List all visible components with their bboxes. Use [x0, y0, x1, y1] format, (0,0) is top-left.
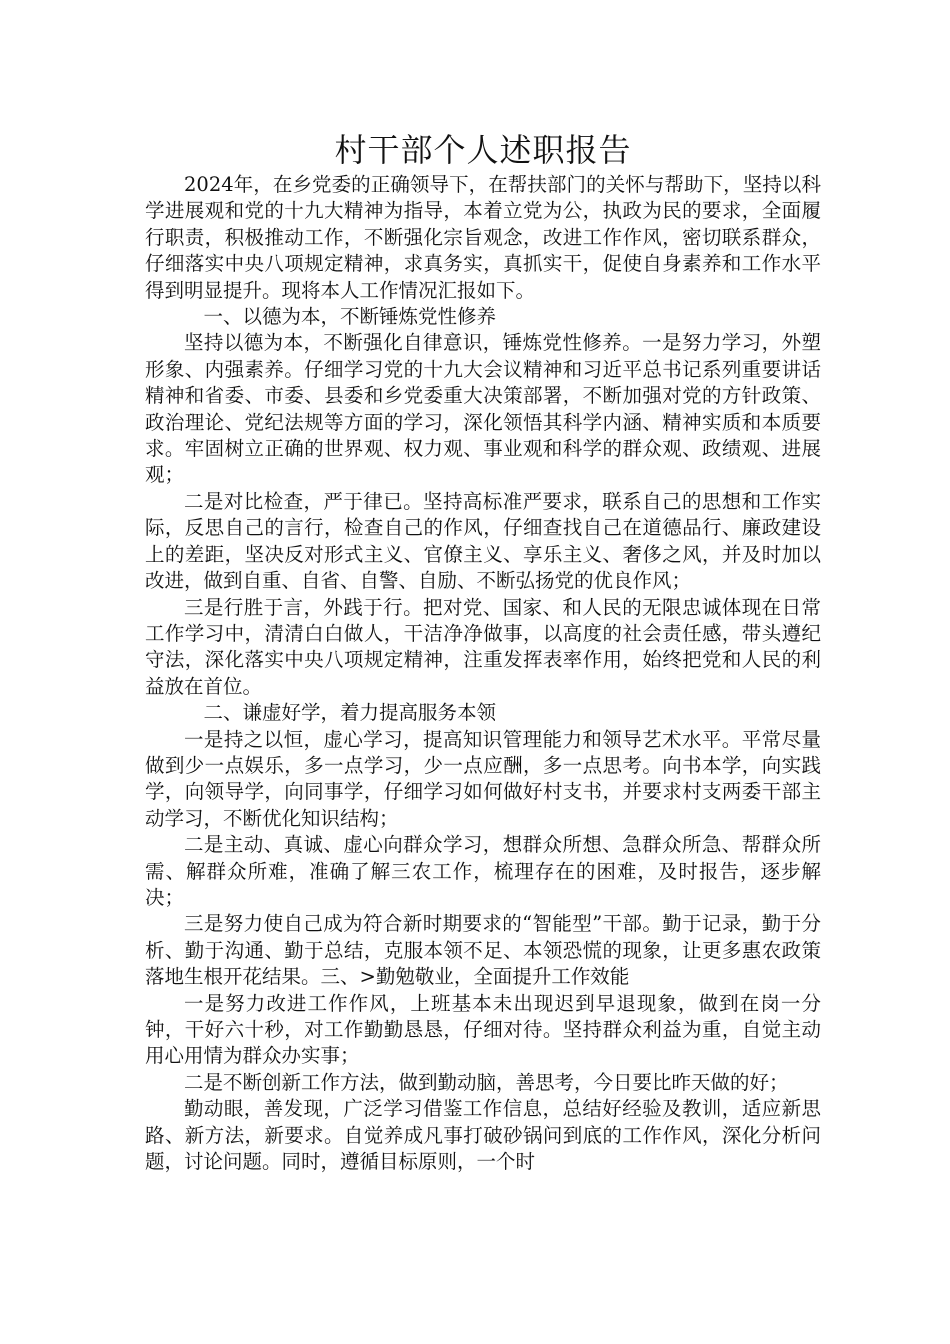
- body-paragraph: 坚持以德为本，不断强化自律意识，锤炼党性修养。一是努力学习，外塑形象、内强素养。仔细学习党的十九大会议精神和习近平总书记系列重要讲话精神和省委、市委、县委和乡党委重大决策部署，不断加强对党的方针政策、政治理论、党纪法规等方面的学习，深化领悟其科学内涵、精神实质和本质要求。牢固树立正确的世界观、权力观、事业观和科学的群众观、政绩观、进展观；: [145, 331, 821, 487]
- body-paragraph: 一是努力改进工作作风，上班基本未出现迟到早退现象，做到在岗一分钟，干好六十秒，对工作勤勤恳恳，仔细对待。坚持群众利益为重，自觉主动用心用情为群众办实事；: [145, 991, 821, 1068]
- body-paragraph: 勤动眼，善发现，广泛学习借鉴工作信息，总结好经验及教训，适应新思路、新方法，新要求。自觉养成凡事打破砂锅问到底的工作作风，深化分析问题，讨论问题。同时，遵循目标原则，一个时: [145, 1097, 821, 1174]
- document-body: [145, 172, 821, 1175]
- document-title: 村干部个人述职报告: [334, 131, 632, 169]
- body-paragraph: 一是持之以恒，虚心学习，提高知识管理能力和领导艺术水平。平常尽量做到少一点娱乐，多一点学习，少一点应酬，多一点思考。向书本学，向实践学，向领导学，向同事学，仔细学习如何做好村支书，并要求村支两委干部主动学习，不断优化知识结构；: [145, 727, 821, 830]
- document-page: [145, 128, 821, 1175]
- body-paragraph: 三是行胜于言，外践于行。把对党、国家、和人民的无限忠诚体现在日常工作学习中，清清白白做人，干洁净净做事，以高度的社会责任感，带头遵纪守法，深化落实中央八项规定精神，注重发挥表率作用，始终把党和人民的利益放在首位。: [145, 595, 821, 698]
- body-paragraph: 2024年，在乡党委的正确领导下，在帮扶部门的关怀与帮助下，坚持以科学进展观和党的十九大精神为指导，本着立党为公，执政为民的要求，全面履行职责，积极推动工作，不断强化宗旨观念，改进工作作风，密切联系群众，仔细落实中央八项规定精神，求真务实，真抓实干，促使自身素养和工作水平得到明显提升。现将本人工作情况汇报如下。: [145, 173, 821, 302]
- body-paragraph: 二是主动、真诚、虚心向群众学习，想群众所想、急群众所急、帮群众所需、解群众所难，准确了解三农工作，梳理存在的困难，及时报告，逐步解决；: [145, 833, 821, 909]
- body-paragraph: 三是努力使自己成为符合新时期要求的“智能型”干部。勤于记录，勤于分析、勤于沟通、勤于总结，克服本领不足、本领恐慌的现象，让更多惠农政策落地生根开花结果。三、>勤勉敬业，全面提升工作效能: [145, 912, 821, 989]
- section-heading: 二、谦虚好学，着力提高服务本领: [203, 701, 497, 725]
- body-paragraph: 二是不断创新工作方法，做到勤动脑，善思考，今日要比昨天做的好；: [184, 1070, 789, 1094]
- section-heading: 一、以德为本，不断锤炼党性修养: [203, 305, 497, 329]
- body-paragraph: 二是对比检查，严于律已。坚持高标准严要求，联系自己的思想和工作实际，反思自己的言行，检查自己的作风，仔细查找自己在道德品行、廉政建设上的差距，坚决反对形式主义、官僚主义、享乐主义、奢侈之风，并及时加以改进，做到自重、自省、自警、自励、不断弘扬党的优良作风；: [145, 489, 821, 593]
